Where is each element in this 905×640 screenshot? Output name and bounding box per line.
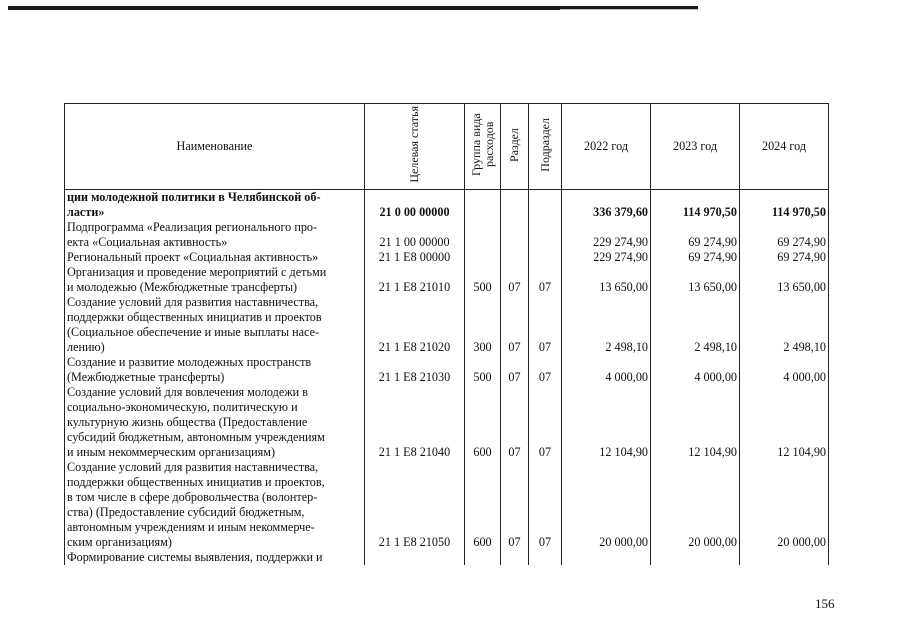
table-body xyxy=(65,190,829,566)
row-name xyxy=(65,550,365,565)
row-name-line: культурную жизнь общества (Предоставление xyxy=(67,415,308,429)
row-expense-group xyxy=(465,190,501,221)
row-value-2023: 114 970,50 xyxy=(651,190,740,221)
page-number: 156 xyxy=(815,596,835,611)
row-name-line: поддержки общественных инициатив и проектов, xyxy=(67,475,325,489)
row-name-line: поддержки общественных инициатив и проектов xyxy=(67,310,322,324)
row-name-line: Создание условий для развития наставничества, xyxy=(67,460,319,474)
row-subsection: 07 xyxy=(529,385,562,460)
row-section: 07 xyxy=(501,295,529,355)
row-name xyxy=(65,190,365,221)
header-section: Раздел xyxy=(501,104,529,190)
row-value-2023: 2 498,10 xyxy=(651,295,740,355)
row-name xyxy=(65,250,365,265)
header-name: Наименование xyxy=(65,104,365,190)
row-target-article: 21 1 E8 21020 xyxy=(365,295,465,355)
row-expense-group xyxy=(465,220,501,250)
row-value-2023: 69 274,90 xyxy=(651,250,740,265)
row-name-line: в том числе в сфере добровольчества (волонтер- xyxy=(67,490,318,504)
row-value-2024: 4 000,00 xyxy=(740,355,829,385)
row-value-2024: 13 650,00 xyxy=(740,265,829,295)
row-value-2024 xyxy=(740,550,829,565)
row-name-line: социально-экономическую, политическую и xyxy=(67,400,298,414)
table-row xyxy=(65,385,829,460)
row-value-2023 xyxy=(651,550,740,565)
row-name-line: (Межбюджетные трансферты) xyxy=(67,370,225,384)
row-expense-group xyxy=(465,550,501,565)
row-expense-group: 500 xyxy=(465,355,501,385)
row-value-2024: 2 498,10 xyxy=(740,295,829,355)
row-target-article: 21 1 E8 21050 xyxy=(365,460,465,550)
table-row xyxy=(65,265,829,295)
header-year-2024: 2024 год xyxy=(740,104,829,190)
row-subsection: 07 xyxy=(529,355,562,385)
row-section: 07 xyxy=(501,355,529,385)
row-target-article xyxy=(365,550,465,565)
row-name-line: автономным учреждениям и иным некоммерче- xyxy=(67,520,315,534)
row-target-article: 21 1 00 00000 xyxy=(365,220,465,250)
row-name-line: лению) xyxy=(67,340,105,354)
row-section xyxy=(501,250,529,265)
row-expense-group: 300 xyxy=(465,295,501,355)
table-row xyxy=(65,295,829,355)
row-target-article: 21 1 E8 00000 xyxy=(365,250,465,265)
row-value-2024: 69 274,90 xyxy=(740,220,829,250)
row-expense-group: 500 xyxy=(465,265,501,295)
table-row xyxy=(65,190,829,221)
table-header-row xyxy=(65,104,829,190)
row-target-article: 21 1 E8 21010 xyxy=(365,265,465,295)
row-subsection xyxy=(529,250,562,265)
table-row xyxy=(65,220,829,250)
row-name xyxy=(65,385,365,460)
scan-top-border-fade xyxy=(560,9,698,10)
row-name xyxy=(65,295,365,355)
row-value-2024: 20 000,00 xyxy=(740,460,829,550)
row-name-line: Создание условий для вовлечения молодежи в xyxy=(67,385,308,399)
row-expense-group: 600 xyxy=(465,385,501,460)
row-subsection xyxy=(529,550,562,565)
header-expense-group: Группа вида расходов xyxy=(465,104,501,190)
row-value-2022: 13 650,00 xyxy=(562,265,651,295)
table-row xyxy=(65,460,829,550)
row-name-line: ции молодежной политики в Челябинской об- xyxy=(67,190,321,204)
row-section xyxy=(501,550,529,565)
row-name-line: Подпрограмма «Реализация регионального про- xyxy=(67,220,318,234)
row-value-2023: 13 650,00 xyxy=(651,265,740,295)
header-year-2023: 2023 год xyxy=(651,104,740,190)
row-section xyxy=(501,190,529,221)
row-value-2023: 20 000,00 xyxy=(651,460,740,550)
row-value-2022: 229 274,90 xyxy=(562,250,651,265)
row-target-article: 21 1 E8 21040 xyxy=(365,385,465,460)
row-name-line: Формирование системы выявления, поддержки и xyxy=(67,550,323,564)
row-section: 07 xyxy=(501,460,529,550)
row-target-article: 21 0 00 00000 xyxy=(365,190,465,221)
row-value-2024: 12 104,90 xyxy=(740,385,829,460)
row-name xyxy=(65,355,365,385)
row-expense-group xyxy=(465,250,501,265)
row-value-2022: 229 274,90 xyxy=(562,220,651,250)
row-name-line: Региональный проект «Социальная активность» xyxy=(67,250,319,264)
table-row xyxy=(65,550,829,565)
row-value-2023: 4 000,00 xyxy=(651,355,740,385)
row-name xyxy=(65,265,365,295)
header-year-2022: 2022 год xyxy=(562,104,651,190)
row-name-line: Создание условий для развития наставничества, xyxy=(67,295,319,309)
row-value-2023: 69 274,90 xyxy=(651,220,740,250)
row-section: 07 xyxy=(501,265,529,295)
row-expense-group: 600 xyxy=(465,460,501,550)
row-subsection xyxy=(529,190,562,221)
row-value-2022: 4 000,00 xyxy=(562,355,651,385)
row-target-article: 21 1 E8 21030 xyxy=(365,355,465,385)
row-subsection: 07 xyxy=(529,295,562,355)
row-subsection: 07 xyxy=(529,460,562,550)
row-subsection: 07 xyxy=(529,265,562,295)
header-subsection: Подраздел xyxy=(529,104,562,190)
row-value-2022: 12 104,90 xyxy=(562,385,651,460)
row-section xyxy=(501,220,529,250)
budget-table xyxy=(64,103,829,565)
row-name xyxy=(65,460,365,550)
row-name-line: ласти» xyxy=(67,205,105,219)
table-row xyxy=(65,250,829,265)
row-value-2024: 69 274,90 xyxy=(740,250,829,265)
row-value-2022 xyxy=(562,550,651,565)
row-section: 07 xyxy=(501,385,529,460)
row-name-line: и молодежью (Межбюджетные трансферты) xyxy=(67,280,298,294)
row-value-2024: 114 970,50 xyxy=(740,190,829,221)
header-target-article: Целевая статья xyxy=(365,104,465,190)
row-name-line: ства) (Предоставление субсидий бюджетным, xyxy=(67,505,305,519)
row-value-2022: 20 000,00 xyxy=(562,460,651,550)
row-subsection xyxy=(529,220,562,250)
row-value-2023: 12 104,90 xyxy=(651,385,740,460)
row-name-line: субсидий бюджетным, автономным учреждениям xyxy=(67,430,325,444)
row-value-2022: 336 379,60 xyxy=(562,190,651,221)
row-name-line: ским организациям) xyxy=(67,535,172,549)
row-name xyxy=(65,220,365,250)
row-name-line: екта «Социальная активность» xyxy=(67,235,228,249)
row-name-line: Создание и развитие молодежных пространств xyxy=(67,355,312,369)
table-row xyxy=(65,355,829,385)
row-name-line: и иным некоммерческим организациям) xyxy=(67,445,276,459)
row-name-line: (Социальное обеспечение и иные выплаты насе- xyxy=(67,325,320,339)
row-value-2022: 2 498,10 xyxy=(562,295,651,355)
row-name-line: Организация и проведение мероприятий с детьми xyxy=(67,265,327,279)
